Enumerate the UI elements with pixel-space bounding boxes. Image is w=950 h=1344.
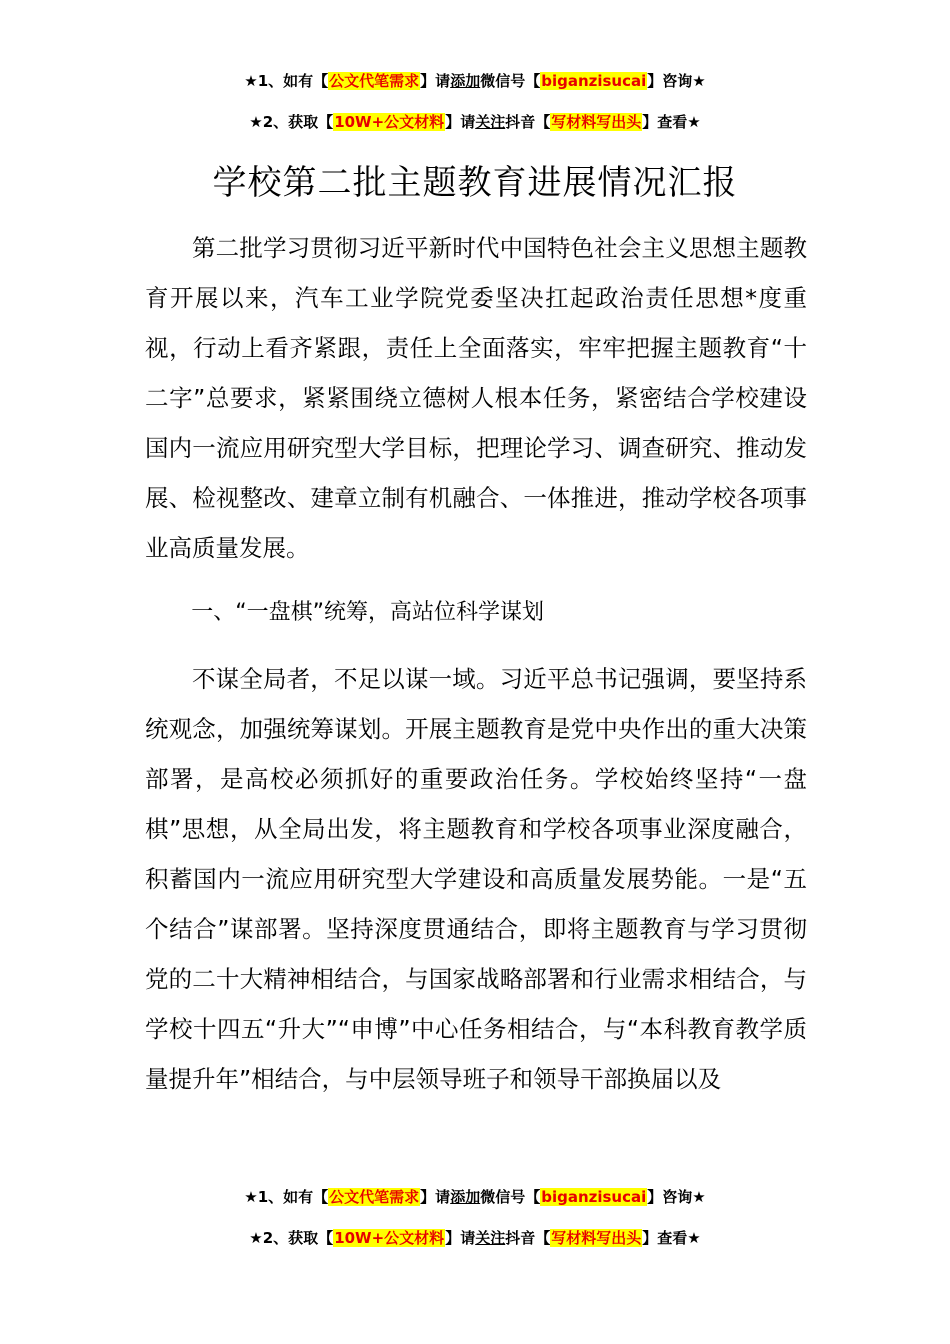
- banner-highlight-wechat-id: biganzisucai: [541, 1188, 647, 1206]
- footer-banner-line-2: [0, 1227, 950, 1249]
- banner-highlight-service: 公文代笔需求: [329, 1188, 420, 1206]
- banner-text: 抖音【: [505, 1229, 551, 1247]
- footer-banner-line-1: [0, 1186, 950, 1208]
- banner-highlight-douyin-account: 写材料写出头: [551, 1229, 642, 1247]
- banner-text: 】请: [445, 113, 476, 131]
- banner-text: 微信号【: [480, 1188, 541, 1206]
- intro-paragraph: 第二批学习贯彻习近平新时代中国特色社会主义思想主题教育开展以来，汽车工业学院党委坚决扛起政治责任思想*度重视，行动上看齐紧跟，责任上全面落实，牢牢把握主题教育“十二字”总要求，紧紧围绕立德树人根本任务，紧密结合学校建设国内一流应用研究型大学目标，把理论学习、调查研究、推动发展、检视整改、建章立制有机融合、一体推进，推动学校各项事业高质量发展。: [145, 234, 807, 562]
- banner-suffix: 】查看★: [642, 1229, 701, 1247]
- banner-highlight-wechat-id: biganzisucai: [541, 72, 647, 90]
- document-title: 学校第二批主题教育进展情况汇报: [212, 163, 738, 203]
- banner-highlight-materials: 10W+公文材料: [334, 1229, 445, 1247]
- banner-prefix: ★1、如有【: [244, 72, 329, 90]
- header-banner-line-2: [0, 111, 950, 133]
- banner-suffix: 】咨询★: [647, 72, 706, 90]
- banner-suffix: 】查看★: [642, 113, 701, 131]
- banner-prefix: ★2、获取【: [249, 113, 334, 131]
- banner-text: 抖音【: [505, 113, 551, 131]
- banner-prefix: ★1、如有【: [244, 1188, 329, 1206]
- banner-highlight-service: 公文代笔需求: [329, 72, 420, 90]
- banner-suffix: 】咨询★: [647, 1188, 706, 1206]
- banner-underlined-action: 添加: [450, 72, 481, 90]
- banner-highlight-douyin-account: 写材料写出头: [551, 113, 642, 131]
- section-1-heading: 一、“一盘棋”统筹，高站位科学谋划: [191, 600, 544, 625]
- banner-text: 】请: [445, 1229, 476, 1247]
- header-banner-line-1: [0, 70, 950, 92]
- banner-highlight-materials: 10W+公文材料: [334, 113, 445, 131]
- banner-text: 】请: [420, 1188, 451, 1206]
- banner-prefix: ★2、获取【: [249, 1229, 334, 1247]
- banner-text: 】请: [420, 72, 451, 90]
- banner-underlined-action: 关注: [475, 113, 506, 131]
- banner-text: 微信号【: [480, 72, 541, 90]
- section-1-paragraph: 不谋全局者，不足以谋一域。习近平总书记强调，要坚持系统观念，加强统筹谋划。开展主题教育是党中央作出的重大决策部署，是高校必须抓好的重要政治任务。学校始终坚持“一盘棋”思想，从全局出发，将主题教育和学校各项事业深度融合，积蓄国内一流应用研究型大学建设和高质量发展势能。一是“五个结合”谋部署。坚持深度贯通结合，即将主题教育与学习贯彻党的二十大精神相结合，与国家战略部署和行业需求相结合，与学校十四五“升大”“申博”中心任务相结合，与“本科教育教学质量提升年”相结合，与中层领导班子和领导干部换届以及: [145, 665, 807, 1093]
- banner-underlined-action: 关注: [475, 1229, 506, 1247]
- banner-underlined-action: 添加: [450, 1188, 481, 1206]
